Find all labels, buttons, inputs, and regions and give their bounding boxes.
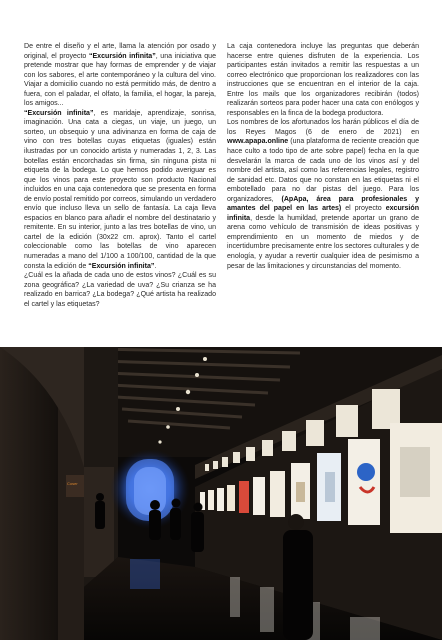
- exhibition-photo: [0, 347, 442, 640]
- wall-sign: [66, 475, 84, 497]
- exhibition-hall-illustration: [0, 347, 442, 640]
- article-columns: [24, 42, 420, 342]
- project-name: “Excursión infinita”: [88, 262, 155, 270]
- project-name: “Excursión infinita”: [88, 52, 156, 60]
- project-name: “Excursión infinita”: [24, 109, 94, 117]
- website-link: www.apapa.online: [227, 138, 289, 146]
- organizer-name: (ApApa, área para profesionales y amantes del papel en las artes): [227, 195, 419, 213]
- paragraph-intro: De entre el diseño y el arte, llama la atención por osado y original, el proyecto “Excursión infinita”, una iniciativa que pretende mostrar que hay formas de emprender y de viajar con los sabores, el arte contemporáneo y la cultura del vino. Viajar a domicilio cuando no está permitido más, de dentro a fuera, con el paladar, el olfato, la familia, el hogar, la pareja, los amigos...: [24, 43, 216, 108]
- paragraph-box-contents: La caja contenedora incluye las preguntas que deberán hacerse entre quienes disfruten de la experiencia. Los participantes están invitados a remitir las respuestas a un correo electrónico que proporcionan los realizadores con las instrucciones que se encuentran en el interior de la caja. Entre los mails que los organizadores recibirán (todos) realizarán sorteos para poder hacer una cata con enólogos y responsables en la finca de la bodega productora.: [227, 43, 419, 117]
- wall-sign-text: Coser: [67, 481, 78, 486]
- paragraph-questions: ¿Cuál es la añada de cada uno de estos vinos? ¿Cuál es su zona geográfica? ¿La variedad de uva? ¿Su crianza se ha realizado en barrica? ¿La bodega? ¿Qué artista ha realizado el cartel y las etiquetas?: [24, 272, 216, 308]
- article-column-right: [227, 42, 419, 342]
- project-name: excursión infinita: [227, 205, 419, 222]
- paragraph-description: “Excursión infinita”, es maridaje, aprendizaje, sonrisa, imaginación. Una cata a ciegas, un viaje, un juego, un sorteo, un obsequio y una adivinanza en forma de caja de vino con tres botellas cuyas etiquetas (iguales) están ilustradas por un conocido artista y numeradas 1, 2, 3. Las botellas están encorchadas sin firma, sin ninguna pista ni etiqueta de la bodega. Lo que hemos podido averiguar es que los vinos para este proyecto son producto Nacional incluidos en una caja contenedora que se presenta en forma de envío postal remitido por correos, simulando un verdadero envío que incluso lleva un sello de fantasía. La caja lleva espacios en blanco para añadir el nombre del destinatario y remitente. En su interior, junto a las tres botellas de vino, un cartel de la edición (30x22 cm. aprox). Tanto el cartel coleccionable como las botellas de vino aparecen numeradas a mano del 1/100 a 100/100, cantidad de la que consta la edición de “Excursión infinita”.: [24, 109, 216, 270]
- article-column-left: [24, 42, 216, 342]
- paragraph-winners: Los nombres de los afortunados los harán públicos el día de los Reyes Magos (6 de enero de 2021) en www.apapa.online (una plataforma de reciente creación que hace culto a todo tipo de arte sobre papel) fecha en la que desvelarán la marca de cada uno de los vinos así y del nombre del artista, así como las referencias legales, registro de sanidad etc. Datos que no constan en las etiquetas ni el embotellado para no dar pistas del juego. Para los organizadores, (ApApa, área para profesionales y amantes del papel en las artes) el proyecto excursión infinita, desde la humildad, pretende aportar un grano de arena como vehículo de transmisión de ideas positivas y emprendimiento en un momento de miedos y de incertidumbre precisamente entre los sectores culturales y de enología, y ayudar a revertir cualquier idea de pesimismo a pesar de las limitaciones y circunstancias del momento.: [227, 119, 419, 270]
